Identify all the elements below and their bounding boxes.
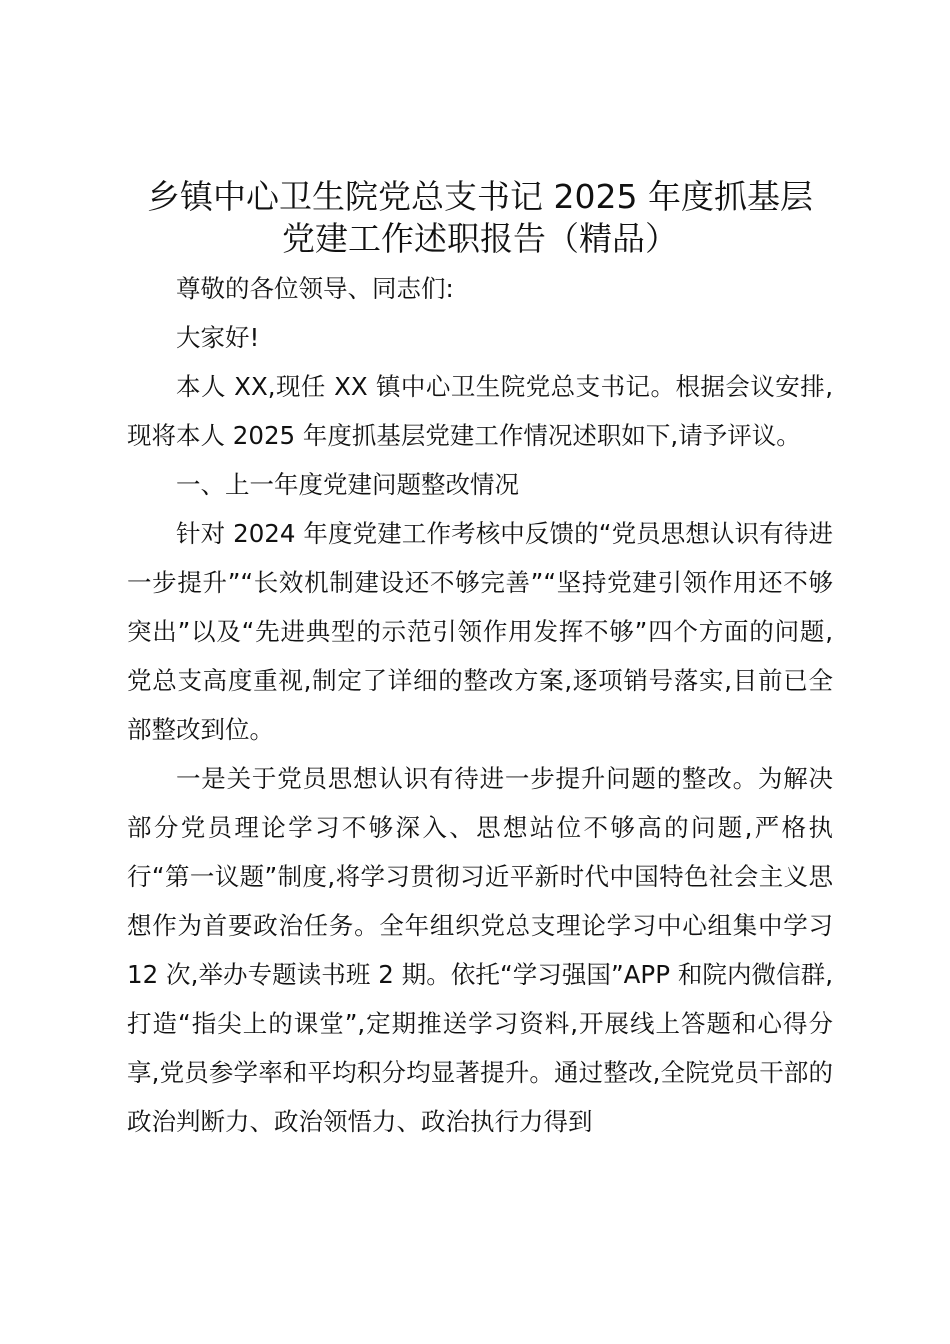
title-line-1: 乡镇中心卫生院党总支书记 2025 年度抓基层 [147, 177, 813, 216]
document-body [127, 176, 833, 1146]
greeting-paragraph: 大家好! [176, 323, 260, 352]
rectification-overview-paragraph: 针对 2024 年度党建工作考核中反馈的“党员思想认识有待进一步提升”“长效机制建设还不够完善”“坚持党建引领作用还不够突出”以及“先进典型的示范引领作用发挥不够”四个方面的问题,党总支高度重视,制定了详细的整改方案,逐项销号落实,目前已全部整改到位。 [127, 519, 833, 744]
rectification-item-1-paragraph: 一是关于党员思想认识有待进一步提升问题的整改。为解决部分党员理论学习不够深入、思想站位不够高的问题,严格执行“第一议题”制度,将学习贯彻习近平新时代中国特色社会主义思想作为首要政治任务。全年组织党总支理论学习中心组集中学习 12 次,举办专题读书班 2 期。依托“学习强国”APP 和院内微信群,打造“指尖上的课堂”,定期推送学习资料,开展线上答题和心得分享,党员参学率和平均积分均显著提升。通过整改,全院党员干部的政治判断力、政治领悟力、政治执行力得到 [127, 764, 833, 1136]
section-heading-1: 一、上一年度党建问题整改情况 [176, 470, 519, 499]
document-title [127, 176, 833, 260]
salutation-paragraph: 尊敬的各位领导、同志们: [176, 274, 454, 303]
intro-paragraph: 本人 XX,现任 XX 镇中心卫生院党总支书记。根据会议安排,现将本人 2025 年度抓基层党建工作情况述职如下,请予评议。 [127, 372, 833, 450]
title-line-2: 党建工作述职报告（精品） [282, 219, 678, 258]
